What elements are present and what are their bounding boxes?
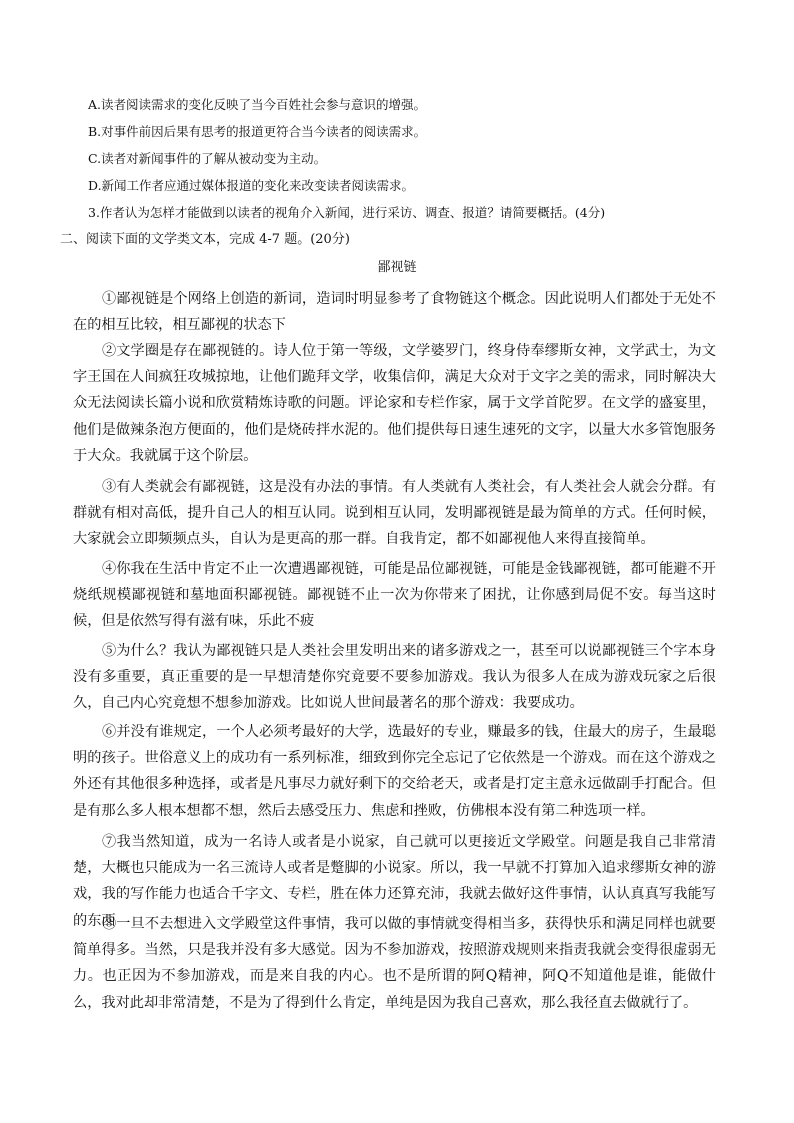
option-d: D.新闻工作者应通过媒体报道的变化来改变读者阅读需求。 xyxy=(88,178,415,193)
option-b: B.对事件前因后果有思考的报道更符合当今读者的阅读需求。 xyxy=(88,124,427,139)
question-3: 3.作者认为怎样才能做到以读者的视角介入新闻，进行采访、调查、报道？请简要概括。(4分) xyxy=(88,205,606,220)
paragraph-2: ②文学圈是存在鄙视链的。诗人位于第一等级，文学婆罗门，终身侍奉缪斯女神，文学武士，为文字王国在人间疯狂攻城掠地，让他们跪拜文学，收集信仰，满足大众对于文字之美的需求，同时解决大众无法阅读长篇小说和欣赏精炼诗歌的问题。评论家和专栏作家，属于文学首陀罗。在文学的盛宴里，他们是做辣条泡方便面的，他们是烧砖拌水泥的。他们提供每日速生速死的文字，以量大水多管饱服务于大众。我就属于这个阶层。 xyxy=(73,343,716,464)
paragraph-4: ④你我在生活中肯定不止一次遭遇鄙视链，可能是品位鄙视链，可能是金钱鄙视链，都可能避不开烧纸规模鄙视链和墓地面积鄙视链。鄙视链不止一次为你带来了困扰，让你感到局促不安。每当这时候，但是依然写得有滋有味，乐此不疲 xyxy=(73,561,716,630)
option-a: A.读者阅读需求的变化反映了当今百姓社会参与意识的增强。 xyxy=(88,97,427,112)
paragraph-1: ①鄙视链是个网络上创造的新词，造词时明显参考了食物链这个概念。因此说明人们都处于无处不在的相互比较，相互鄙视的状态下 xyxy=(73,291,716,334)
option-c: C.读者对新闻事件的了解从被动变为主动。 xyxy=(88,151,327,166)
article-title: 鄙视链 xyxy=(377,260,417,275)
paragraph-7: ⑦我当然知道，成为一名诗人或者是小说家，自己就可以更接近文学殿堂。问题是我自己非常清楚，大概也只能成为一名三流诗人或者是蹩脚的小说家。所以，我一早就不打算加入追求缪斯女神的游戏，我的写作能力也适合千字文、专栏，胜在体力还算充沛，我就去做好这件事情，认认真真写我能写的东西 xyxy=(73,834,716,929)
section-2-heading: 二、阅读下面的文学类文本，完成 4-7 题。(20分) xyxy=(60,232,350,247)
paragraph-3: ③有人类就会有鄙视链，这是没有办法的事情。有人类就有人类社会，有人类社会人就会分群。有群就有相对高低，提升自己人的相互认同。说到相互认同，发明鄙视链是最为简单的方式。任何时候，大家就会立即频频点头，自认为是更高的那一群。自我肯定，都不如鄙视他人来得直接简单。 xyxy=(73,479,716,548)
paragraph-8: ⑧一旦不去想进入文学殿堂这件事情，我可以做的事情就变得相当多，获得快乐和满足同样也就要简单得多。当然，只是我并没有多大感觉。因为不参加游戏，按照游戏规则来指责我就会变得很虚弱无力。也正因为不参加游戏，而是来自我的内心。也不是所谓的阿Q精神，阿Q不知道他是谁，能做什么，我对此却非常清楚，不是为了得到什么肯定，单纯是因为我自己喜欢，那么我径直去做就行了。 xyxy=(73,916,716,1011)
paragraph-5: ⑤为什么？我认为鄙视链只是人类社会里发明出来的诸多游戏之一，甚至可以说鄙视链三个字本身没有多重要，真正重要的是一早想清楚你究竟要不要参加游戏。我认为很多人在成为游戏玩家之后很久，自己内心究竟想不想参加游戏。比如说人世间最著名的那个游戏：我要成功。 xyxy=(73,643,716,712)
paragraph-6: ⑥并没有谁规定，一个人必须考最好的大学，选最好的专业，赚最多的钱，住最大的房子，生最聪明的孩子。世俗意义上的成功有一系列标准，细致到你完全忘记了它依然是一个游戏。而在这个游戏之外还有其他很多种选择，或者是凡事尽力就好剩下的交给老天，或者是打定主意永远做副手打配合。但是有那么多人根本想都不想，然后去感受压力、焦虑和挫败，仿佛根本没有第二种选项一样。 xyxy=(73,724,716,819)
